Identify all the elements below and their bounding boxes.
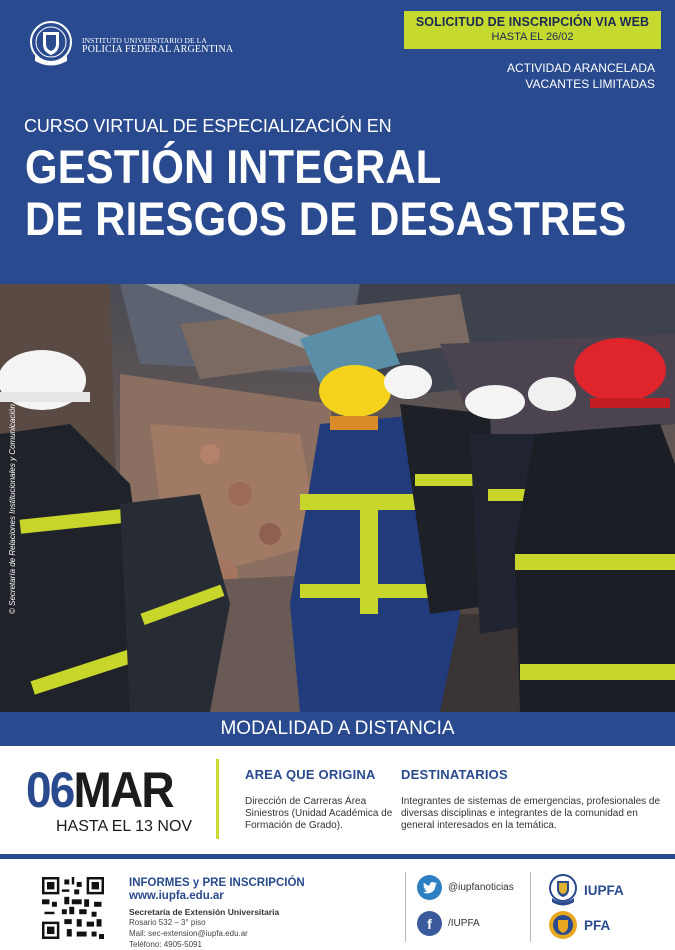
firefighters-photo — [0, 284, 675, 712]
logo-line2: POLICIA FEDERAL ARGENTINA — [82, 43, 234, 55]
course-title-line1: GESTIÓN INTEGRAL — [25, 140, 442, 193]
facebook-link[interactable] — [417, 911, 480, 936]
iupfa-logo[interactable] — [28, 20, 233, 72]
course-title — [25, 141, 626, 245]
qr-code-icon[interactable] — [42, 877, 104, 939]
course-title-line2: DE RIESGOS DE DESASTRES — [25, 192, 627, 245]
area-body: Dirección de Carreras Área Siniestros (Unidad Académica de Formación de Grado). — [245, 796, 393, 831]
destinatarios-section — [401, 767, 661, 832]
area-section — [245, 767, 395, 832]
footer-divider-1 — [405, 872, 406, 942]
area-title: AREA QUE ORIGINA — [245, 767, 376, 782]
pfa-brand[interactable] — [548, 910, 610, 940]
twitter-link[interactable] — [417, 875, 514, 900]
facebook-icon: f — [417, 911, 442, 936]
start-date — [26, 762, 182, 818]
start-day: 06 — [26, 762, 74, 818]
course-subtitle: CURSO VIRTUAL DE ESPECIALIZACIÓN EN — [24, 116, 392, 136]
footer-rule — [0, 854, 675, 859]
address: Rosario 532 – 3° piso — [129, 918, 206, 927]
iupfa-brand[interactable] — [548, 874, 624, 906]
date-block — [26, 762, 196, 836]
destinatarios-title: DESTINATARIOS — [401, 767, 508, 782]
twitter-handle: @iupfanoticias — [448, 882, 514, 893]
phone[interactable]: Teléfono: 4905-5091 — [129, 940, 202, 949]
inscripcion-date: HASTA EL 26/02 — [491, 31, 574, 43]
pfa-badge-icon — [548, 910, 578, 940]
inscripcion-title: SOLICITUD DE INSCRIPCIÓN VIA WEB — [415, 15, 650, 29]
photo-credit: © Secretaría de Relaciones Institucionales y Comunicación — [8, 404, 17, 614]
secretaria-label: Secretaría de Extensión Universitaria — [129, 907, 280, 917]
email[interactable]: Mail: sec-extension@iupfa.edu.ar — [129, 929, 248, 938]
modalidad-bar: MODALIDAD A DISTANCIA — [0, 712, 675, 746]
destinatarios-body: Integrantes de sistemas de emergencias, profesionales de diversas disciplinas e integrantes de la comunidad en general interesados en la temática. — [401, 796, 661, 831]
divider — [216, 759, 219, 839]
note-arancelada: ACTIVIDAD ARANCELADA — [506, 61, 655, 75]
brand-iupfa-label: IUPFA — [584, 882, 624, 898]
website-link[interactable]: www.iupfa.edu.ar — [129, 890, 224, 902]
inscripcion-box[interactable] — [404, 11, 661, 49]
crest-icon — [28, 20, 74, 72]
twitter-icon — [417, 875, 442, 900]
informes-block — [129, 877, 305, 950]
rescue-scene-illustration — [0, 284, 675, 712]
footer-divider-2 — [530, 872, 531, 942]
brand-pfa-label: PFA — [584, 917, 611, 933]
informes-title: INFORMES y PRE INSCRIPCIÓN — [129, 877, 305, 889]
start-month: MAR — [73, 762, 173, 818]
facebook-handle: /IUPFA — [448, 918, 480, 929]
end-date: HASTA EL 13 NOV — [56, 818, 193, 835]
activity-notes — [507, 60, 655, 92]
note-vacantes: VACANTES LIMITADAS — [525, 77, 655, 91]
logo-line1: INSTITUTO UNIVERSITARIO DE LA — [82, 35, 207, 45]
iupfa-crest-icon — [548, 874, 578, 906]
header-banner — [0, 0, 675, 284]
